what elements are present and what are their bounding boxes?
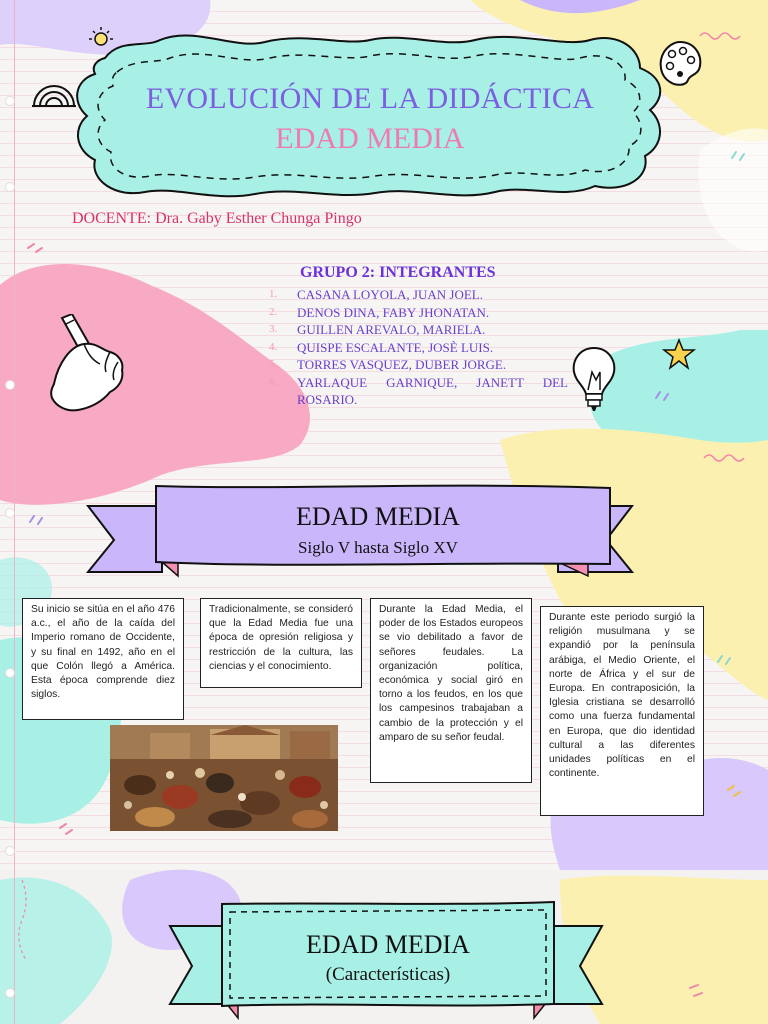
list-number: 4. [269,340,278,353]
list-number: 3. [269,323,278,335]
notebook-hole [5,668,15,678]
medieval-painting [110,725,338,831]
member-name: GUILLEN AREVALO, MARIELA. [297,322,486,337]
section-title: EDAD MEDIA [306,930,470,959]
members-list [262,286,568,409]
teacher-name: DOCENTE: Dra. Gaby Esther Chunga Pingo [72,210,362,227]
notebook-hole [5,508,15,518]
list-number: 5. [269,358,278,370]
member-name: CASANA LOYOLA, JUAN JOEL. [297,287,483,302]
notebook-hole [5,988,15,998]
list-item [262,356,568,374]
page-subtitle: EDAD MEDIA [275,122,465,155]
sun-icon [86,26,116,52]
section-title: EDAD MEDIA [296,502,460,531]
list-item [262,286,568,304]
list-number: 2. [269,305,278,318]
info-box: Durante este periodo surgió la religión musulmana y se expandió por la península arábiga, el Medio Oriente, el norte de África y el sur de Europa. En contraposición, la Iglesia cristiana se desarrolló como una fuerza fundamental en Europa, que dio identidad cultural a las diferentes unidades políticas en el continente. [540,606,704,816]
list-item [262,339,568,357]
list-number: 6. [269,375,278,388]
member-name: YARLAQUE GARNIQUE, JANETT DEL ROSARIO. [297,374,568,407]
lightbulb-icon [566,344,622,414]
ribbon-banner [80,484,640,580]
group-title: GRUPO 2: INTEGRANTES [300,264,496,281]
info-box: Su inicio se sitúa en el año 476 a.c., el año de la caída del Imperio romano de Occidente, y su final en 1492, año en el que Colón llegó a América. Esta época comprende diez siglos. [22,598,184,720]
rainbow-icon [30,66,78,110]
notebook-hole [5,96,15,106]
info-box: Durante la Edad Media, el poder de los Estados europeos se vio debilitado a favor de señores feudales. La organización política, económica y social giró en torno a los feudos, en los que los campesinos trabajaban a cambio de la protección y el amparo de su señor feudal. [370,598,532,783]
notebook-hole [5,380,15,390]
member-name: TORRES VASQUEZ, DUBER JORGE. [297,357,507,372]
star-icon [662,338,696,370]
member-name: QUISPE ESCALANTE, JOSÈ LUIS. [297,339,494,355]
list-item [262,304,568,322]
list-item [262,374,568,409]
section-subtitle: Siglo V hasta Siglo XV [298,538,458,557]
list-item [262,321,568,339]
palette-icon [656,38,704,88]
ribbon-banner [166,900,606,1024]
section-subtitle: (Características) [325,964,451,985]
list-number: 1. [269,288,278,300]
notebook-hole [5,846,15,856]
page-title: EVOLUCIÓN DE LA DIDÁCTICA [145,82,595,115]
member-name: DENOS DINA, FABY JHONATAN. [297,304,490,320]
hand-pencil-icon [44,314,134,414]
info-box: Tradicionalmente, se consideró que la Edad Media fue una época de opresión religiosa y restricción de la cultura, las ciencias y el conocimiento. [200,598,362,688]
notebook-hole [5,182,15,192]
